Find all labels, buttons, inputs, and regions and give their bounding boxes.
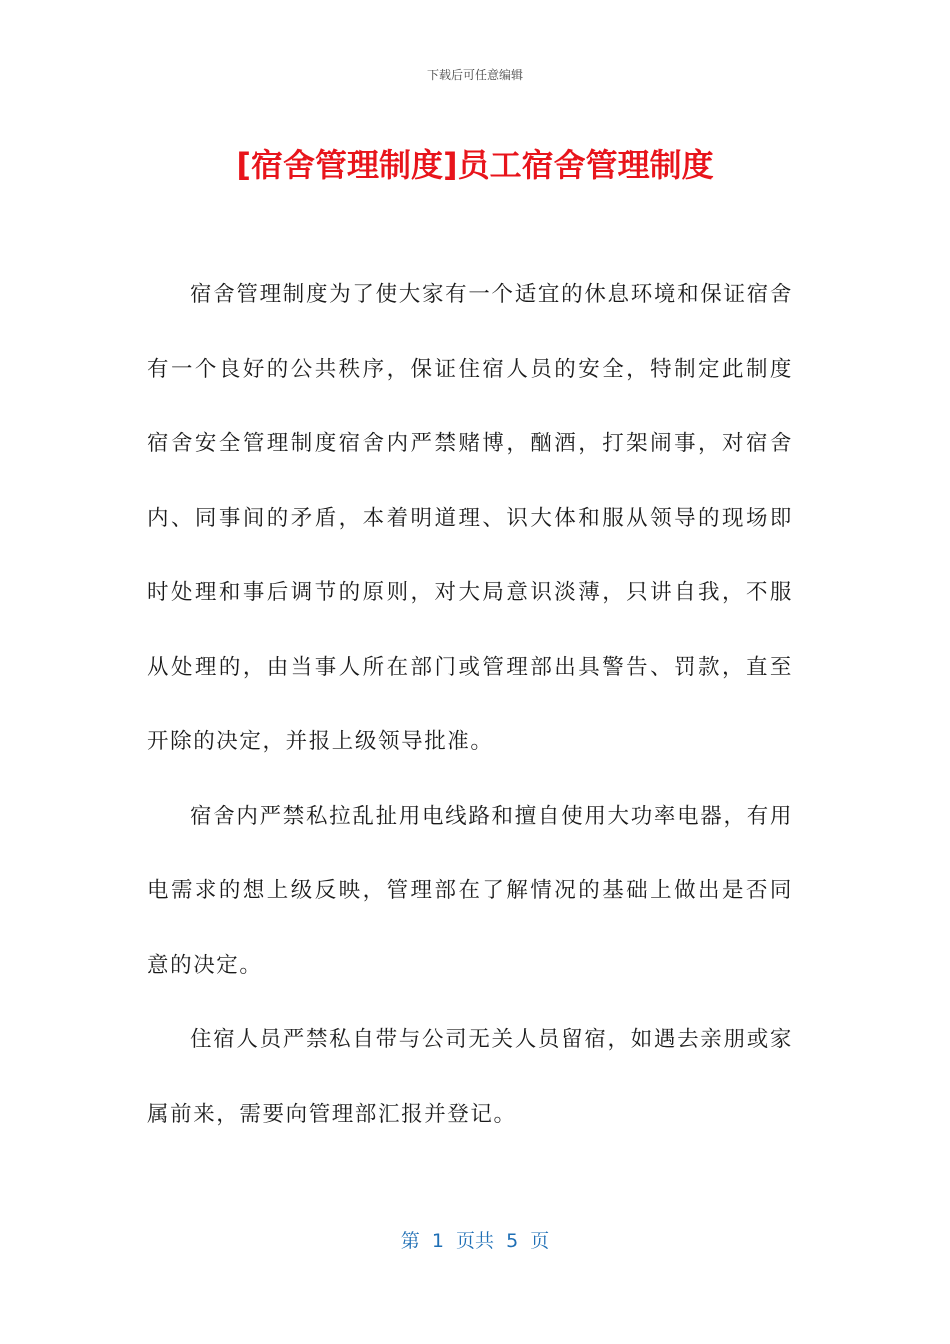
document-title: [宿舍管理制度]员工宿舍管理制度 (236, 146, 714, 184)
paragraph-electricity-rules: 宿舍内严禁私拉乱扯用电线路和擅自使用大功率电器，有用电需求的想上级反映，管理部在了解情况的基础上做出是否同意的决定。 (147, 803, 793, 978)
paragraph-dormitory-rules: 宿舍管理制度为了使大家有一个适宜的休息环境和保证宿舍有一个良好的公共秩序，保证住宿人员的安全，特制定此制度宿舍安全管理制度宿舍内严禁赌博，酗酒，打架闹事，对宿舍内、同事间的矛盾，本着明道理、识大体和服从领导的现场即时处理和事后调节的原则，对大局意识淡薄，只讲自我，不服从处理的，由当事人所在部门或管理部出具警告、罚款，直至开除的决定，并报上级领导批准。 (147, 282, 793, 754)
document-body (147, 258, 793, 1152)
paragraph-guest-rules: 住宿人员严禁私自带与公司无关人员留宿，如遇去亲朋或家属前来，需要向管理部汇报并登记。 (147, 1027, 793, 1127)
page-number-footer: 第 1 页共 5 页 (400, 1230, 550, 1252)
page-header-note: 下载后可任意编辑 (426, 68, 523, 82)
